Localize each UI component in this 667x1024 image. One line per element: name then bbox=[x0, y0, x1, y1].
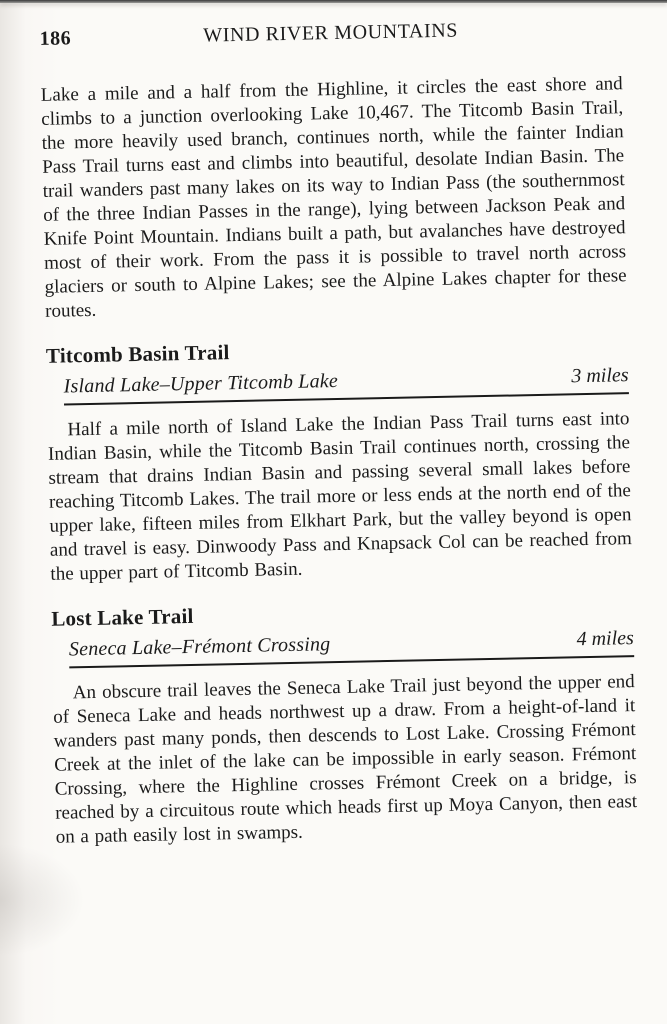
trail-title: Titcomb Basin Trail bbox=[45, 340, 230, 368]
section-lost-lake-trail bbox=[51, 595, 638, 850]
scan-edge-artifact bbox=[0, 0, 667, 3]
route-distance: 4 miles bbox=[576, 627, 635, 651]
trail-description: An obscure trail leaves the Seneca Lake Trail just beyond the upper end of Seneca Lake and heads northwest up a draw. From a height-of-land it wanders past many ponds, then descends to Lost Lake. Crossing Frémont Creek at the inlet of the lake can be impossible in early season. Frémont Crossing, where the Highline crosses Frémont Creek on a bridge, is reached by a circuitous route which heads first up Moya Canyon, then east on a path easily lost in swamps. bbox=[53, 671, 638, 848]
intro-paragraph: Lake a mile and a half from the Highline, it circles the east shore and climbs to a junction overlooking Lake 10,467. The Titcomb Basin Trail, the more heavily used branch, continues north, while the fainter Indian Pass Trail turns east and climbs into beautiful, desolate Indian Basin. The trail wanders past many lakes on its way to Indian Pass (the southernmost of the three Indian Passes in the range), lying between Jackson Peak and Knife Point Mountain. Indians built a path, but avalanches have destroyed most of their work. From the pass it is possible to travel north across glaciers or south to Alpine Lakes; see the Alpine Lakes chapter for these routes. bbox=[40, 73, 627, 322]
page-content bbox=[39, 16, 637, 850]
trail-title: Lost Lake Trail bbox=[51, 603, 194, 631]
route-header bbox=[63, 364, 628, 405]
route-endpoints: Seneca Lake–Frémont Crossing bbox=[68, 633, 331, 661]
route-endpoints: Island Lake–Upper Titcomb Lake bbox=[63, 369, 339, 398]
trail-description: Half a mile north of Island Lake the Indian Pass Trail turns east into Indian Basin, while the Titcomb Basin Trail continues north, crossing the stream that drains Indian Basin and passing several small lakes before reaching Titcomb Lakes. The trail more or less ends at the north end of the upper lake, fifteen miles from Elkhart Park, but the valley beyond is open and travel is easy. Dinwoody Pass and Knapsack Col can be reached from the upper part of Titcomb Basin. bbox=[47, 408, 633, 585]
route-distance: 3 miles bbox=[571, 364, 629, 388]
section-titcomb-basin-trail bbox=[46, 332, 633, 587]
running-header bbox=[39, 16, 621, 54]
page-number: 186 bbox=[39, 27, 72, 50]
running-header-title: WIND RIVER MOUNTAINS bbox=[203, 19, 459, 47]
route-header bbox=[69, 627, 634, 668]
